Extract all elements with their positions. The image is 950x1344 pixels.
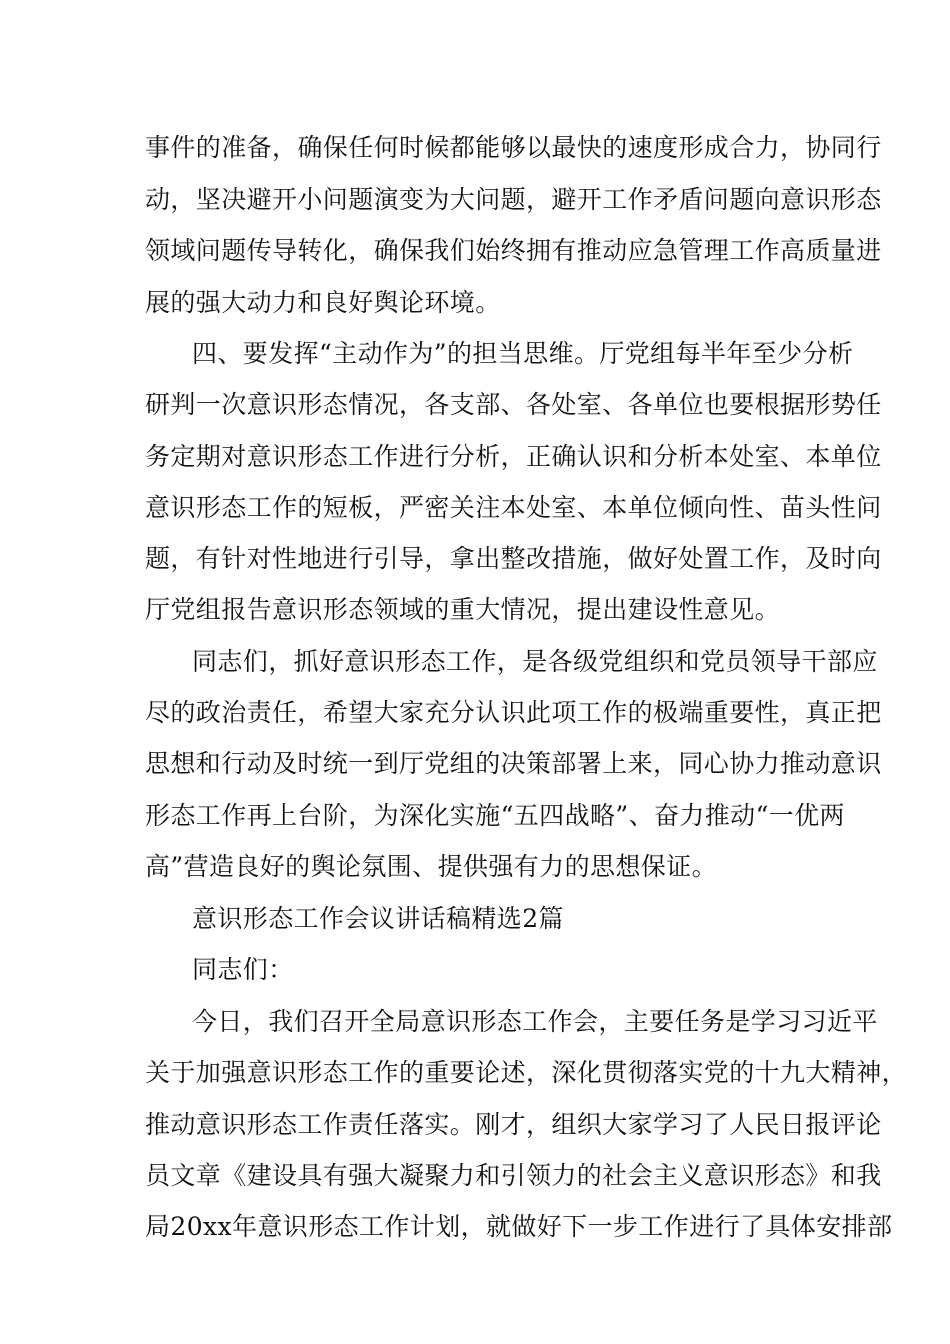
text-line: 厅党组报告意识形态领域的重大情况，提出建设性意见。 <box>145 595 781 624</box>
text-line: 事件的准备，确保任何时候都能够以最快的速度形成合力，协同行 <box>145 133 882 162</box>
text-line: 员文章《建设具有强大凝聚力和引领力的社会主义意识形态》和我 <box>145 1161 882 1190</box>
text-line: 高”营造良好的舆论氛围、提供强有力的思想保证。 <box>145 852 717 881</box>
text-line: 局20xx年意识形态工作计划，就做好下一步工作进行了具体安排部 <box>145 1212 893 1241</box>
text-line: 关于加强意识形态工作的重要论述，深化贯彻落实党的十九大精神， <box>145 1058 908 1087</box>
text-line: 领域问题传导转化，确保我们始终拥有推动应急管理工作高质量进 <box>145 236 882 265</box>
text-line: 研判一次意识形态情况，各支部、各处室、各单位也要根据形势任 <box>145 390 882 419</box>
text-line: 务定期对意识形态工作进行分析，正确认识和分析本处室、本单位 <box>145 442 882 471</box>
text-line: 动，坚决避开小问题演变为大问题，避开工作矛盾问题向意识形态 <box>145 185 882 214</box>
section-title: 意识形态工作会议讲话稿精选2篇 <box>192 904 564 933</box>
paragraph-first-line: 同志们，抓好意识形态工作，是各级党组织和党员领导干部应 <box>192 647 878 676</box>
text-line: 推动意识形态工作责任落实。刚才，组织大家学习了人民日报评论 <box>145 1110 882 1139</box>
paragraph-first-line: 今日，我们召开全局意识形态工作会，主要任务是学习习近平 <box>192 1007 878 1036</box>
text-line: 思想和行动及时统一到厅党组的决策部署上来，同心协力推动意识 <box>145 749 882 778</box>
text-line: 意识形态工作的短板，严密关注本处室、本单位倾向性、苗头性问 <box>145 493 882 522</box>
salutation: 同志们： <box>192 955 294 984</box>
text-line: 尽的政治责任，希望大家充分认识此项工作的极端重要性，真正把 <box>145 698 882 727</box>
text-line: 题，有针对性地进行引导，拿出整改措施，做好处置工作，及时向 <box>145 544 882 573</box>
text-line: 展的强大动力和良好舆论环境。 <box>145 288 501 317</box>
paragraph-first-line: 四、要发挥“主动作为”的担当思维。厅党组每半年至少分析 <box>192 339 854 368</box>
text-line: 形态工作再上台阶，为深化实施“五四战略”、奋力推动“一优两 <box>145 801 845 830</box>
